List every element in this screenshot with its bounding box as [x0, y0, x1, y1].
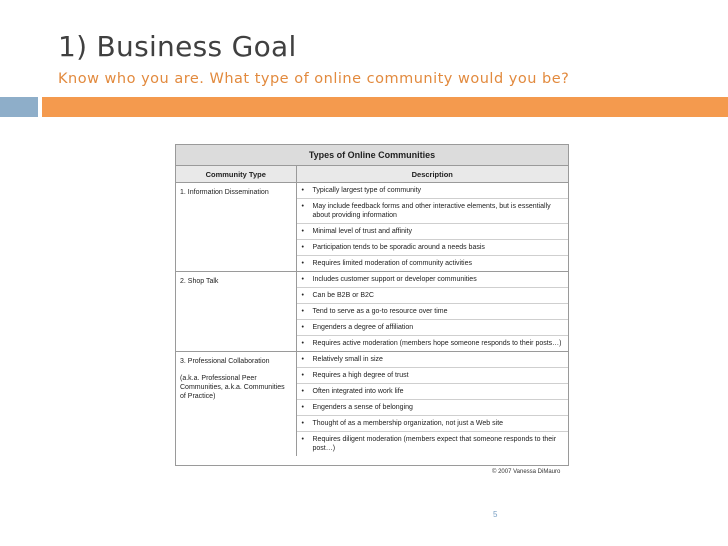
list-item: • May include feedback forms and other interactive elements, but is essentially about providing information — [297, 199, 569, 224]
community-type-label: 3. Professional Collaboration — [180, 358, 270, 365]
community-type-note: (a.k.a. Professional Peer Communities, a.k.a. Communities of Practice) — [180, 375, 285, 400]
list-item: • Can be B2B or B2C — [297, 288, 569, 304]
community-type-cell — [176, 272, 296, 352]
description-cell — [296, 183, 568, 272]
slide-subtitle: Know who you are. What type of online community would you be? — [58, 71, 570, 87]
table-row — [176, 183, 568, 272]
list-item: • Typically largest type of community — [297, 183, 569, 199]
list-item: • Includes customer support or developer communities — [297, 272, 569, 288]
left-accent-bar — [0, 97, 38, 117]
list-item: • Tend to serve as a go-to resource over time — [297, 304, 569, 320]
community-types-table — [176, 166, 568, 456]
list-item: • Often integrated into work life — [297, 384, 569, 400]
description-list — [297, 352, 569, 456]
list-item: • Requires a high degree of trust — [297, 368, 569, 384]
column-header-description: Description — [296, 166, 568, 183]
list-item: • Requires limited moderation of community activities — [297, 256, 569, 271]
community-type-label: 1. Information Dissemination — [180, 189, 269, 196]
list-item: • Engenders a sense of belonging — [297, 400, 569, 416]
column-header-type: Community Type — [176, 166, 296, 183]
community-types-document — [175, 144, 569, 466]
description-cell — [296, 352, 568, 457]
list-item: • Minimal level of trust and affinity — [297, 224, 569, 240]
page-number: 5 — [493, 510, 498, 519]
community-type-label: 2. Shop Talk — [180, 278, 219, 285]
slide-title: 1) Business Goal — [58, 30, 297, 63]
document-title: Types of Online Communities — [176, 145, 568, 166]
list-item: • Participation tends to be sporadic around a needs basis — [297, 240, 569, 256]
description-cell — [296, 272, 568, 352]
list-item: • Requires active moderation (members hope someone responds to their posts…) — [297, 336, 569, 351]
copyright-notice: © 2007 Vanessa DiMauro — [492, 469, 561, 475]
table-header-row — [176, 166, 568, 183]
list-item: • Relatively small in size — [297, 352, 569, 368]
list-item: • Engenders a degree of affiliation — [297, 320, 569, 336]
table-row — [176, 352, 568, 457]
description-list — [297, 183, 569, 271]
community-type-cell — [176, 352, 296, 457]
list-item: • Requires diligent moderation (members expect that someone responds to their post…) — [297, 432, 569, 456]
description-list — [297, 272, 569, 351]
table-row — [176, 272, 568, 352]
header-accent-bar — [42, 97, 728, 117]
list-item: • Thought of as a membership organization, not just a Web site — [297, 416, 569, 432]
community-type-cell — [176, 183, 296, 272]
